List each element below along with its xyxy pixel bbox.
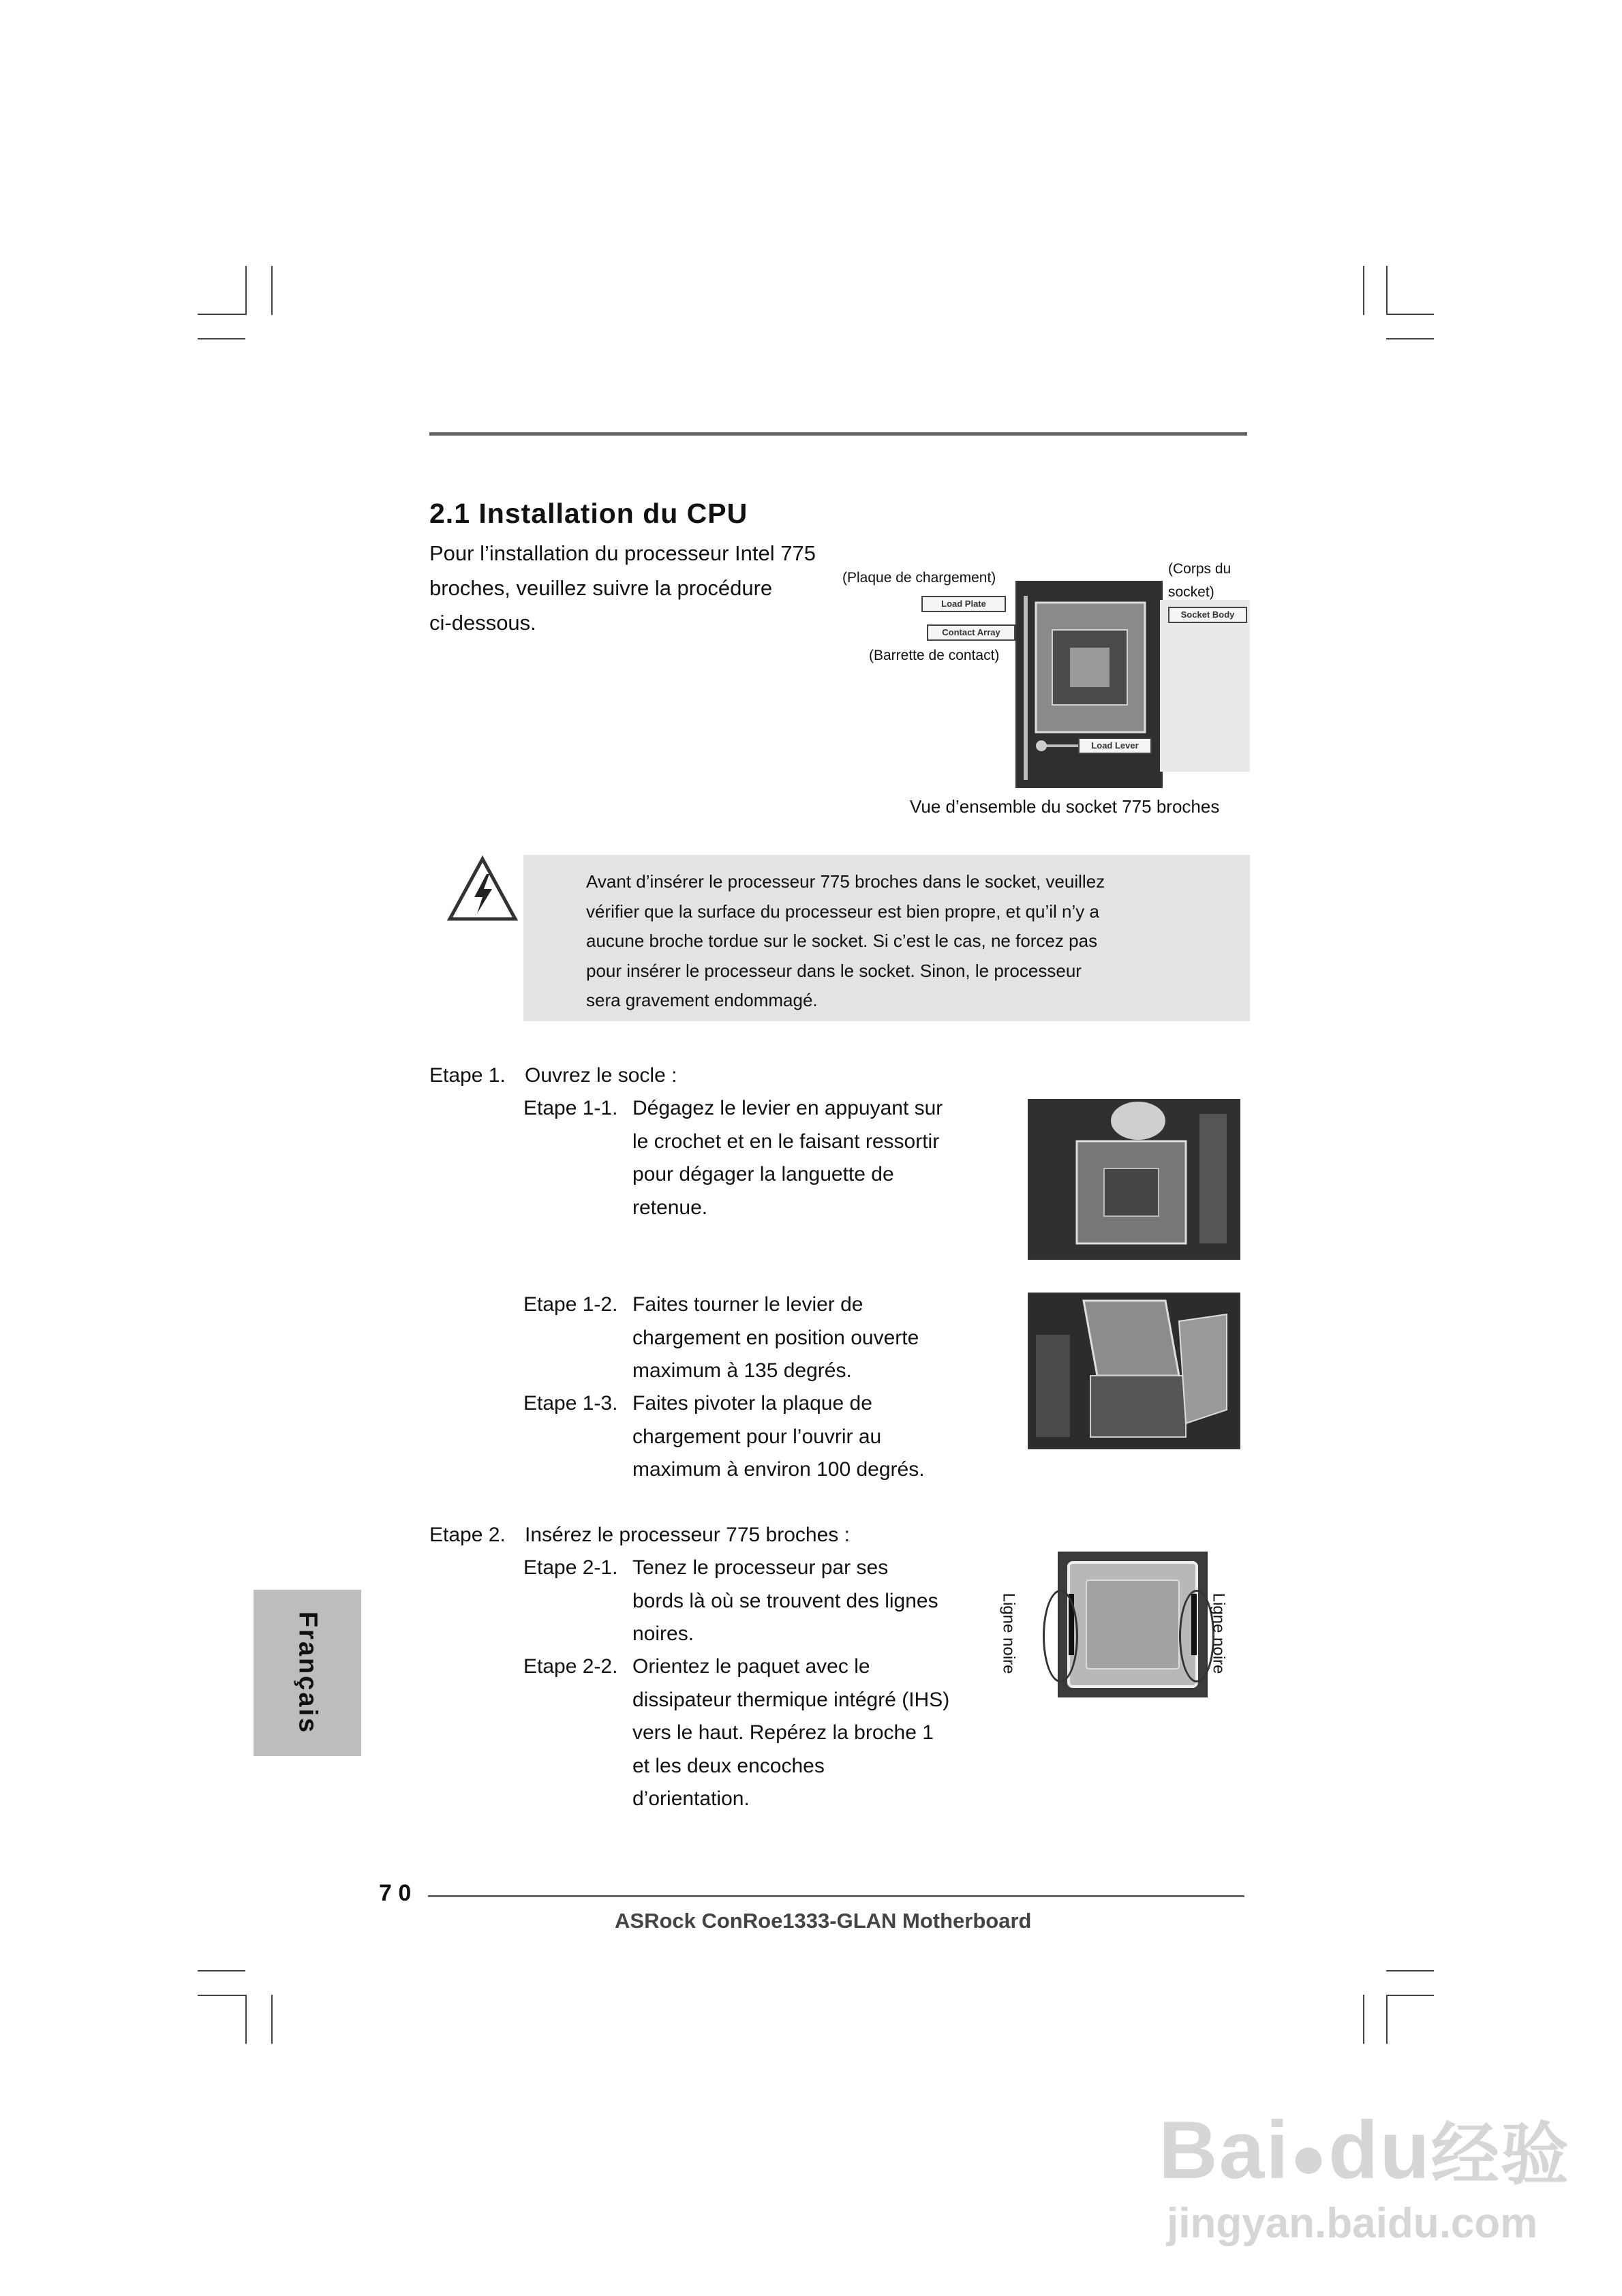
label-load-plate-fr: (Plaque de chargement) (842, 570, 996, 586)
step2-2-text: Orientez le paquet avec le dissipateur thermique intégré (IHS) vers le haut. Repérez la broche 1 et les deux encoches d’orientation. (632, 1655, 950, 1810)
step1-1-photo (1028, 1099, 1240, 1260)
crop-mark (271, 266, 273, 315)
crop-mark (245, 1995, 247, 2044)
warning-icon (446, 854, 519, 927)
tag-load-lever: Load Lever (1078, 738, 1152, 754)
crop-mark (1386, 266, 1388, 315)
step2-1-label: Etape 2-1. (523, 1556, 618, 1579)
step1-1-label: Etape 1-1. (523, 1097, 618, 1119)
step1-2-text: Faites tourner le levier de chargement en position ouverte maximum à 135 degrés. (632, 1293, 919, 1382)
crop-mark (1386, 338, 1434, 339)
crop-mark (198, 1995, 245, 1996)
label-socket-body-fr: (Corps du socket) (1168, 561, 1231, 600)
language-tab (254, 1590, 361, 1756)
footer-rule (428, 1895, 1244, 1897)
crop-mark (1363, 266, 1364, 315)
step2-text: Insérez le processeur 775 broches : (525, 1524, 850, 1546)
watermark-paw-icon: ● (1289, 2124, 1329, 2192)
crop-mark (245, 266, 247, 315)
intro-line: broches, veuillez suivre la procédure (429, 576, 773, 600)
header-rule (429, 432, 1247, 436)
socket-illustration (1017, 582, 1161, 787)
tag-socket-body: Socket Body (1168, 607, 1247, 623)
step1-text: Ouvrez le socle : (525, 1064, 677, 1087)
socket-overview-right-strip (1160, 600, 1250, 772)
warning-text: Avant d’insérer le processeur 775 broches dans le socket, veuillez vérifier que la surface du processeur est bien propre, et qu’il n’y a aucune broche tordue sur le socket. Si c’est le cas, ne forcez pas pour insérer le processeur dans le socket. Sinon, le processeur sera gravement endommagé. (586, 871, 1105, 1010)
crop-mark (198, 1970, 245, 1972)
intro-line: ci-dessous. (429, 611, 536, 635)
step1-2-photo (1028, 1293, 1240, 1449)
tag-load-plate: Load Plate (921, 596, 1006, 612)
step1-3-text: Faites pivoter la plaque de chargement pour l’ouvrir au maximum à environ 100 degrés. (632, 1392, 925, 1481)
crop-mark (1386, 1995, 1434, 1996)
step1-2-label: Etape 1-2. (523, 1293, 618, 1316)
crop-mark (1386, 314, 1434, 315)
step2-label: Etape 2. (429, 1524, 506, 1546)
warning-box (523, 855, 1250, 1021)
step1-label: Etape 1. (429, 1064, 506, 1087)
page-number: 7 0 (379, 1880, 412, 1906)
crop-mark (271, 1995, 273, 2044)
step2-heading (429, 1519, 850, 1552)
step1-3-label: Etape 1-3. (523, 1392, 618, 1415)
section-title: 2.1 Installation du CPU (429, 498, 748, 529)
black-line-label-left: Ligne noire (999, 1592, 1018, 1674)
watermark-url: jingyan.baidu.com (1167, 2200, 1538, 2247)
crop-mark (198, 314, 245, 315)
step1-1-text: Dégagez le levier en appuyant sur le crochet et en le faisant ressortir pour dégager la languette de retenue. (632, 1097, 943, 1219)
intro-line: Pour l’installation du processeur Intel 775 (429, 541, 816, 565)
socket-caption: Vue d’ensemble du socket 775 broches (910, 796, 1220, 817)
step2-2-label: Etape 2-2. (523, 1655, 618, 1678)
crop-mark (198, 338, 245, 339)
black-line-label-right: Ligne noire (1209, 1592, 1228, 1674)
footer-text: ASRock ConRoe1333-GLAN Motherboard (615, 1909, 1032, 1933)
watermark-brand: Bai●du经验 (1159, 2104, 1570, 2196)
label-contact-array-fr: (Barrette de contact) (869, 648, 1000, 663)
crop-mark (1363, 1995, 1364, 2044)
crop-mark (1386, 1970, 1434, 1972)
step2-1-text: Tenez le processeur par ses bords là où se trouvent des lignes noires. (632, 1556, 938, 1645)
language-tab-label: Français (293, 1611, 322, 1735)
step1-heading (429, 1059, 677, 1093)
crop-mark (1386, 1995, 1388, 2044)
black-line-highlight-left (1043, 1590, 1078, 1682)
socket-overview-photo (1015, 581, 1163, 788)
intro-paragraph (429, 536, 852, 640)
tag-contact-array: Contact Array (927, 624, 1015, 641)
